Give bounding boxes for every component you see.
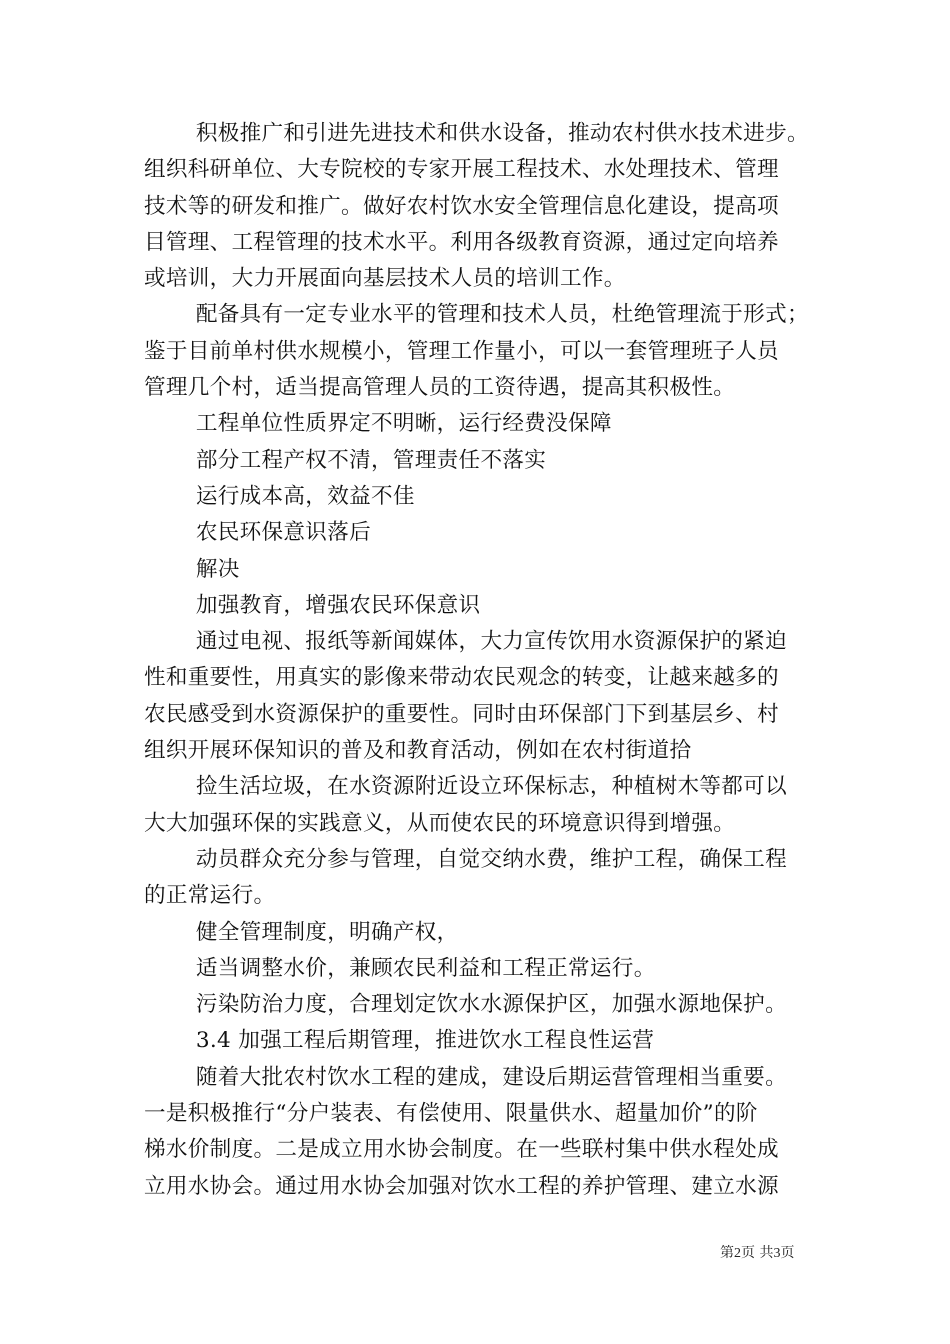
text-line: 运行成本高，效益不佳 [195, 483, 415, 509]
text-line: 目管理、工程管理的技术水平。利用各级教育资源，通过定向培养 [144, 229, 779, 255]
text-line: 农民环保意识落后 [195, 520, 371, 546]
text-line: 或培训，大力开展面向基层技术人员的培训工作。 [144, 266, 626, 292]
text-line: 立用水协会。通过用水协会加强对饮水工程的养护管理、建立水源 [144, 1173, 779, 1199]
footer-prefix: 第 [720, 1245, 734, 1261]
section-heading [144, 1023, 812, 1059]
document-body [144, 116, 812, 1205]
text-line: 组织开展环保知识的普及和教育活动，例如在农村街道拾 [144, 738, 692, 764]
paragraph [144, 1060, 812, 1205]
paragraph [144, 515, 812, 551]
text-line: 捡生活垃圾，在水资源附近设立环保标志，种植树木等都可以 [195, 774, 787, 800]
text-line: 适当调整水价，兼顾农民利益和工程正常运行。 [195, 955, 656, 981]
paragraph [144, 588, 812, 624]
paragraph [144, 406, 812, 442]
text-line: 部分工程产权不清，管理责任不落实 [195, 447, 547, 473]
text-line: 健全管理制度，明确产权， [195, 919, 459, 945]
text-line: 动员群众充分参与管理，自觉交纳水费，维护工程，确保工程 [195, 846, 787, 872]
text-line: 解决 [195, 556, 240, 582]
text-line: 组织科研单位、大专院校的专家开展工程技术、水处理技术、管理 [144, 157, 779, 183]
text-line: 技术等的研发和推广。做好农村饮水安全管理信息化建设，提高项 [144, 193, 779, 219]
page-number-footer [720, 1244, 794, 1263]
text-line: 配备具有一定专业水平的管理和技术人员，杜绝管理流于形式； [195, 302, 809, 328]
paragraph [144, 479, 812, 515]
paragraph [144, 552, 812, 588]
text-line: 性和重要性，用真实的影像来带动农民观念的转变，让越来越多的 [144, 665, 779, 691]
paragraph [144, 915, 812, 951]
text-line: 大大加强环保的实践意义，从而使农民的环境意识得到增强。 [144, 810, 736, 836]
text-line: 污染防治力度，合理划定饮水水源保护区，加强水源地保护。 [195, 992, 787, 1018]
paragraph [144, 951, 812, 987]
footer-middle: 页 共 [741, 1245, 774, 1261]
total-page-number: 3 [773, 1246, 781, 1261]
paragraph [144, 297, 812, 406]
text-line: 积极推广和引进先进技术和供水设备，推动农村供水技术进步。 [195, 121, 809, 146]
text-line: 梯水价制度。二是成立用水协会制度。在一些联村集中供水程处成 [144, 1137, 779, 1163]
text-line: 3.4 加强工程后期管理，推进饮水工程良性运营 [195, 1028, 655, 1054]
paragraph [144, 116, 812, 297]
paragraph [144, 769, 812, 842]
text-line: 随着大批农村饮水工程的建成，建设后期运营管理相当重要。 [195, 1064, 787, 1090]
text-line: 鉴于目前单村供水规模小，管理工作量小，可以一套管理班子人员 [144, 338, 779, 364]
footer-suffix: 页 [780, 1245, 795, 1261]
text-line: 一是积极推行“分户装表、有偿使用、限量供水、超量加价”的阶 [144, 1101, 758, 1127]
paragraph [144, 624, 812, 769]
text-line: 管理几个村，适当提高管理人员的工资待遇，提高其积极性。 [144, 375, 736, 401]
paragraph [144, 842, 812, 915]
text-line: 的正常运行。 [144, 883, 276, 909]
paragraph [144, 987, 812, 1023]
paragraph [144, 443, 812, 479]
text-line: 农民感受到水资源保护的重要性。同时由环保部门下到基层乡、村 [144, 701, 779, 727]
text-line: 加强教育，增强农民环保意识 [195, 592, 481, 618]
current-page-number: 2 [734, 1246, 741, 1261]
text-line: 通过电视、报纸等新闻媒体，大力宣传饮用水资源保护的紧迫 [195, 629, 787, 655]
text-line: 工程单位性质界定不明晰，运行经费没保障 [195, 411, 612, 437]
